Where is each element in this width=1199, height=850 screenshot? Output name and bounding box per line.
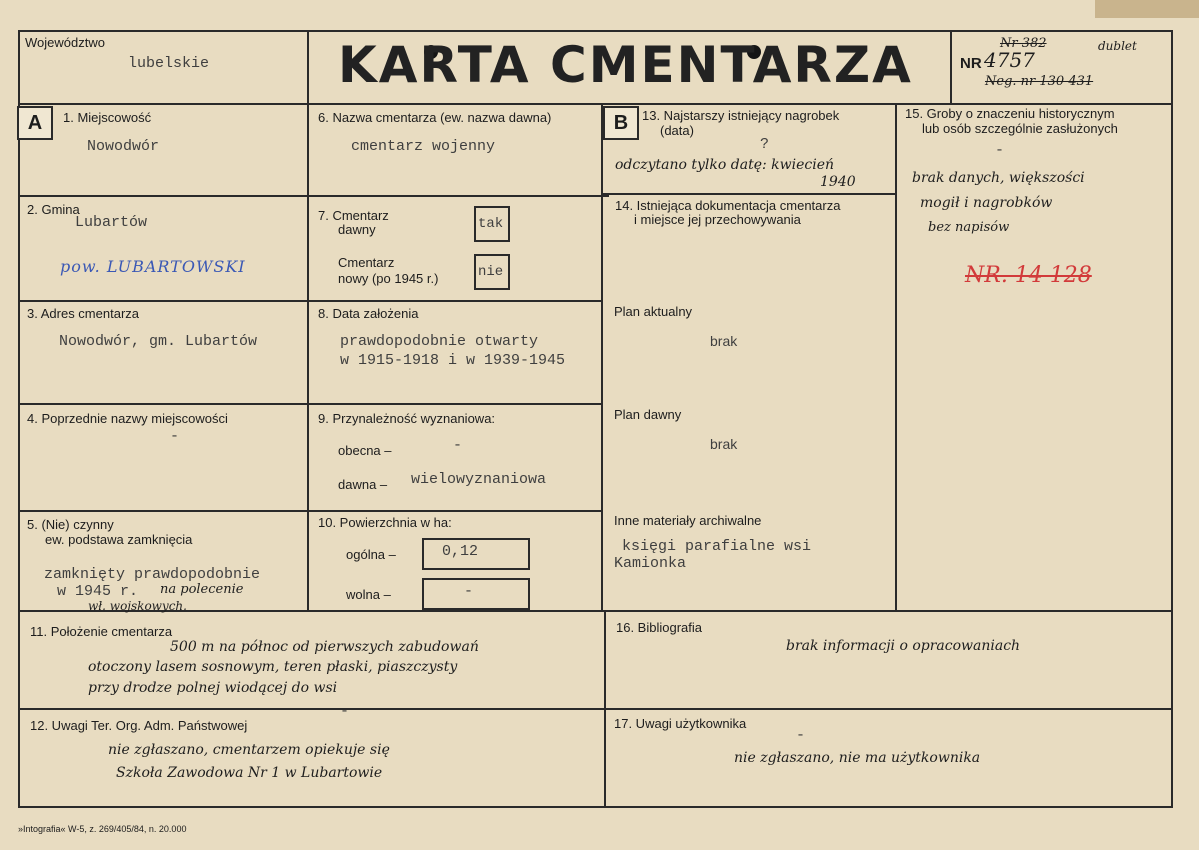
field-13-hand-1: odczytano tylko datę: kwiecień	[615, 157, 834, 173]
field-12-dash: -	[340, 703, 350, 720]
field-12-hand-2: Szkoła Zawodowa Nr 1 w Lubartowie	[116, 765, 383, 781]
archive-value-2: Kamionka	[614, 555, 687, 572]
field-2-value: Lubartów	[75, 214, 148, 231]
field-7-old-label: dawny	[338, 222, 376, 237]
field-1-value: Nowodwór	[87, 138, 160, 155]
col-divider-3	[895, 103, 897, 610]
field-9-current-value: -	[453, 437, 463, 454]
field-14-label-2: i miejsce jej przechowywania	[634, 212, 801, 227]
field-13-label-1: 13. Najstarszy istniejący nagrobek	[642, 108, 840, 123]
nr-value: 4757	[984, 48, 1035, 72]
nr-duplicate-note: dublet	[1098, 39, 1137, 53]
field-12-label: 12. Uwagi Ter. Org. Adm. Państwowej	[30, 718, 248, 733]
plan-current-value: brak	[710, 333, 738, 349]
field-15-red-number: NR. 14 128	[965, 263, 1092, 288]
field-9-label: 9. Przynależność wyznaniowa:	[318, 411, 496, 426]
field-7-new-box	[474, 254, 510, 290]
field-5-label-1: 5. (Nie) czynny	[27, 517, 114, 532]
row-divider-bottom-1	[18, 610, 1173, 612]
field-8-value-2: w 1915-1918 i w 1939-1945	[340, 352, 566, 369]
field-17-hand: nie zgłaszano, nie ma użytkownika	[734, 750, 981, 766]
field-9-former-value: wielowyznaniowa	[411, 471, 547, 488]
field-5-value-2: w 1945 r.	[57, 583, 139, 600]
nr-crossed-negative: Neg. nr 130 431	[985, 74, 1094, 89]
field-7-new-value: nie	[478, 264, 504, 280]
plan-old-value: brak	[710, 436, 738, 452]
nr-label: NR	[960, 55, 982, 72]
row-divider-bottom-2	[18, 708, 1173, 710]
field-4-label: 4. Poprzednie nazwy miejscowości	[27, 411, 228, 426]
field-14-label-1: 14. Istniejąca dokumentacja cmentarza	[615, 198, 841, 213]
row-divider-1	[18, 195, 609, 197]
field-8-label: 8. Data założenia	[318, 306, 419, 321]
field-10-free-value: -	[464, 583, 474, 600]
row-divider-3	[18, 403, 603, 405]
field-7-label: 7. Cmentarz	[318, 208, 389, 223]
archive-value-1: księgi parafialne wsi	[622, 538, 812, 555]
voivodeship-value: lubelskie	[128, 55, 210, 72]
col-divider-2	[601, 103, 603, 610]
field-11-hand-1: 500 m na północ od pierwszych zabudowań	[170, 639, 479, 655]
field-10-free-label: wolna –	[346, 587, 391, 602]
header-divider	[18, 103, 1173, 105]
plan-current-label: Plan aktualny	[614, 304, 693, 319]
header-divider-nr	[950, 30, 952, 104]
field-9-current-label: obecna –	[338, 443, 392, 458]
field-10-label: 10. Powierzchnia w ha:	[318, 515, 452, 530]
field-7-new-label-1: Cmentarz	[338, 255, 395, 270]
field-6-label: 6. Nazwa cmentarza (ew. nazwa dawna)	[318, 110, 552, 125]
field-5-hand-1: na polecenie	[160, 582, 244, 597]
section-b-letter: B	[603, 106, 639, 140]
archive-label: Inne materiały archiwalne	[614, 513, 762, 528]
field-2-handwritten: pow. LUBARTOWSKI	[60, 257, 246, 276]
field-5-value-1: zamknięty prawdopodobnie	[44, 566, 261, 583]
field-15-label-1: 15. Groby o znaczeniu historycznym	[905, 106, 1115, 121]
field-7-new-label-2: nowy (po 1945 r.)	[338, 271, 439, 286]
field-15-value: -	[995, 142, 1005, 159]
field-6-value: cmentarz wojenny	[351, 138, 496, 155]
row-divider-4	[18, 510, 603, 512]
field-13-hand-2: 1940	[820, 174, 856, 190]
field-17-label: 17. Uwagi użytkownika	[614, 716, 747, 731]
col-divider-bottom	[604, 610, 606, 807]
card-title: KARTA CMENTARZA	[338, 36, 913, 94]
field-10-total-box	[422, 538, 530, 570]
field-12-hand-1: nie zgłaszano, cmentarzem opiekuje się	[108, 742, 390, 758]
field-2-label: 2. Gmina	[27, 202, 80, 217]
field-15-hand-3: bez napisów	[928, 220, 1010, 235]
field-17-dash: -	[796, 727, 806, 744]
field-10-total-value: 0,12	[442, 543, 479, 560]
col-divider-1	[307, 30, 309, 610]
field-7-old-box	[474, 206, 510, 242]
field-3-value: Nowodwór, gm. Lubartów	[59, 333, 258, 350]
voivodeship-label: Województwo	[25, 35, 105, 50]
frame-bottom	[18, 806, 1173, 808]
field-5-hand-2: wł. wojskowych.	[88, 599, 187, 613]
frame-top	[18, 30, 1173, 32]
field-5-label-2: ew. podstawa zamknięcia	[45, 532, 193, 547]
field-11-hand-3: przy drodze polnej wiodącej do wsi	[88, 680, 338, 696]
field-15-hand-2: mogił i nagrobków	[920, 195, 1053, 211]
field-11-hand-2: otoczony lasem sosnowym, teren płaski, piaszczysty	[88, 659, 458, 675]
field-15-label-2: lub osób szczególnie zasłużonych	[922, 121, 1118, 136]
field-4-value: -	[170, 428, 180, 445]
field-11-label: 11. Położenie cmentarza	[30, 624, 173, 639]
nr-crossed-top: Nr 382	[1000, 36, 1047, 51]
field-1-label: 1. Miejscowość	[63, 110, 152, 125]
field-16-label: 16. Bibliografia	[616, 620, 702, 635]
field-16-hand: brak informacji o opracowaniach	[786, 638, 1021, 654]
field-10-total-label: ogólna –	[346, 547, 396, 562]
frame-right	[1171, 30, 1173, 808]
field-10-free-box	[422, 578, 530, 610]
card-tab	[1095, 0, 1199, 18]
field-13-label-2: (data)	[660, 123, 694, 138]
field-7-old-value: tak	[478, 216, 504, 232]
plan-old-label: Plan dawny	[614, 407, 682, 422]
row-divider-b	[601, 193, 897, 195]
frame-left	[18, 30, 20, 808]
field-9-former-label: dawna –	[338, 477, 388, 492]
field-8-value-1: prawdopodobnie otwarty	[340, 333, 539, 350]
section-a-letter: A	[17, 106, 53, 140]
row-divider-2	[18, 300, 603, 302]
field-15-hand-1: brak danych, większości	[912, 170, 1085, 186]
field-3-label: 3. Adres cmentarza	[27, 306, 139, 321]
field-13-value: ?	[760, 136, 770, 153]
print-footer: »Intografia« W-5, z. 269/405/84, n. 20.000	[18, 824, 187, 834]
